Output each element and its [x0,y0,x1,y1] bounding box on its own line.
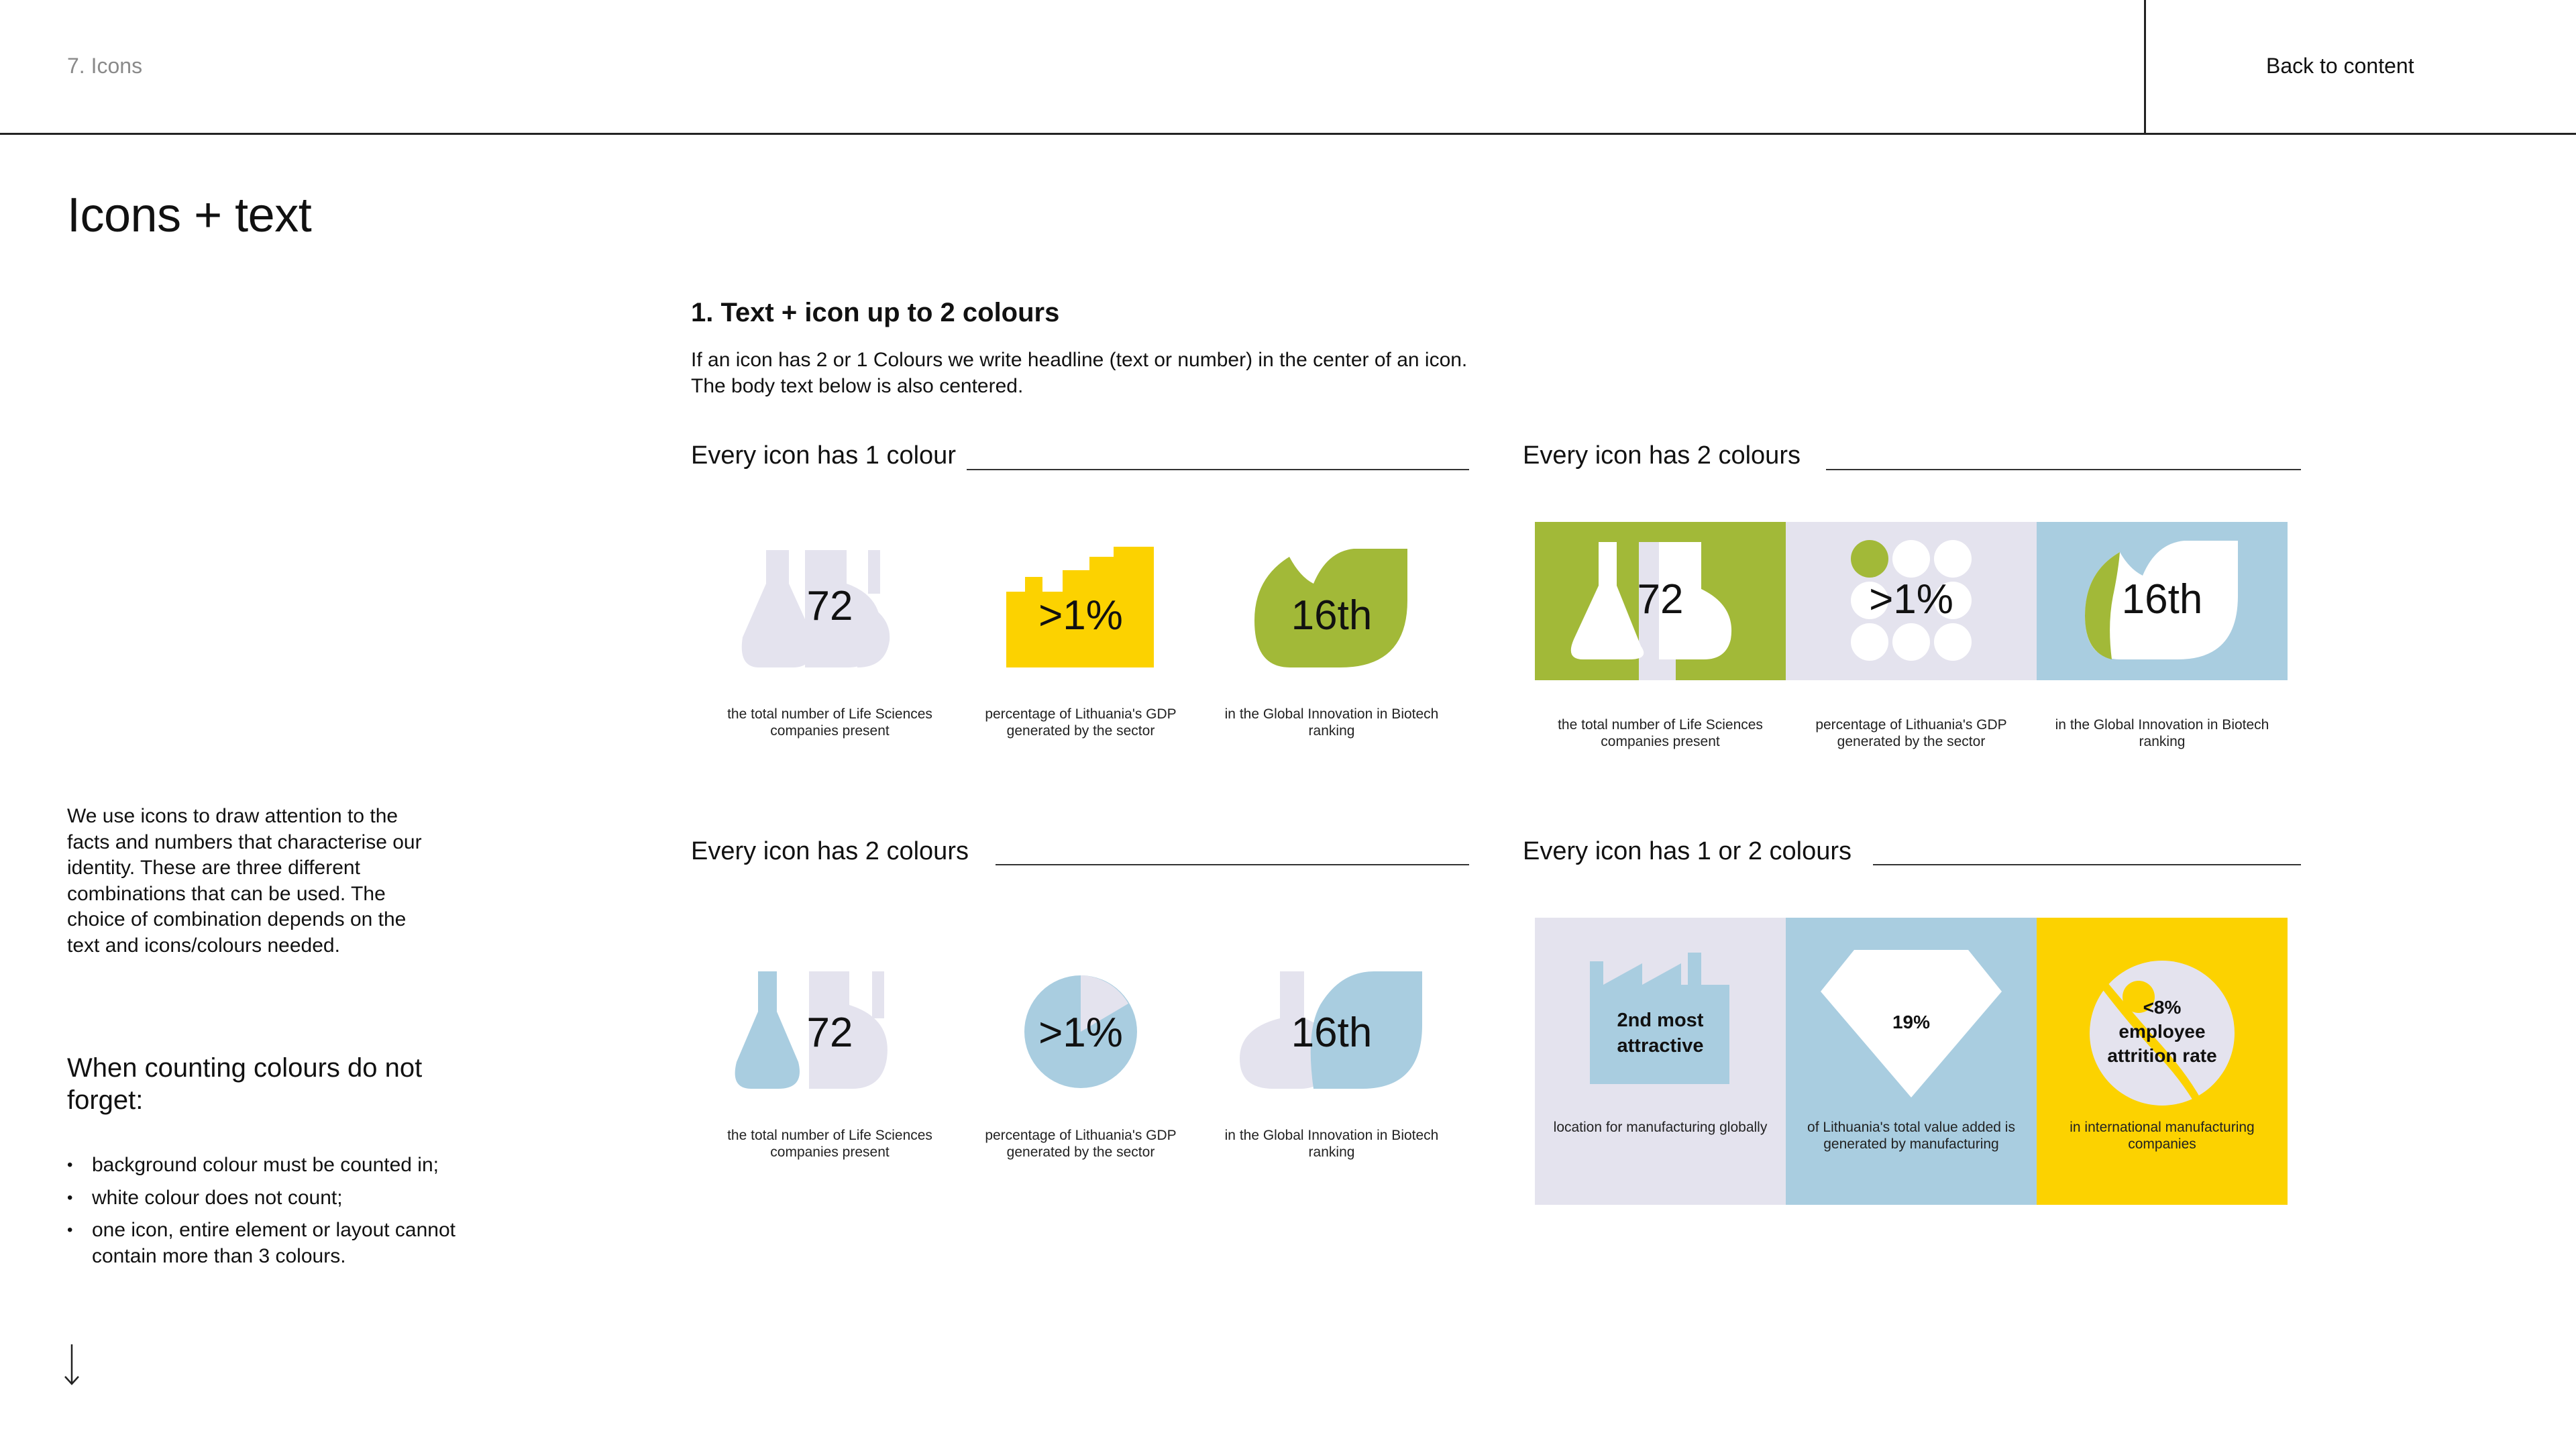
rule-item: • one icon, entire element or layout cannot contain more than 3 colours. [67,1218,483,1269]
header-divider [2144,0,2146,133]
icon-caption: in the Global Innovation in Biotech ranking [2055,717,2269,749]
icon-headline: 72 [806,583,853,629]
group-divider [1873,864,2301,865]
icon-headline: 16th [1291,592,1373,639]
icon-caption: in international manufacturing companies [2070,1120,2255,1152]
icon-caption: the total number of Life Sciences companies present [727,706,932,739]
icon-caption: of Lithuania's total value added is generated by manufacturing [1807,1120,2015,1152]
group-divider [996,864,1469,865]
icon-card [1206,537,1457,832]
icon-headline: >1% [1038,592,1123,639]
icon-card [1206,951,1457,1246]
top-bar [0,0,2576,135]
group-divider [1826,469,2301,470]
icon-caption: percentage of Lithuania's GDP generated by the sector [985,706,1177,739]
factory-icon [1535,918,1786,1205]
breadcrumb: 7. Icons [67,54,143,78]
icon-caption: percentage of Lithuania's GDP generated by the sector [1815,717,2007,749]
icon-tile [1786,522,2037,770]
counting-rules-list [67,1152,483,1276]
icon-card [704,537,955,832]
icon-headline: 19% [1892,1012,1931,1032]
icon-headline: >1% [1038,1010,1123,1056]
icon-card [955,951,1206,1246]
icon-headline: 2nd most attractive [1617,1010,1704,1057]
rule-item: • background colour must be counted in; [67,1152,483,1179]
icon-caption: location for manufacturing globally [1553,1120,1768,1135]
diamond-icon [1786,918,2037,1205]
counting-title: When counting colours do not forget: [67,1053,423,1115]
arrow-down-icon[interactable] [62,1343,82,1386]
section-title: 1. Text + icon up to 2 colours [691,298,1060,327]
rule-item: • white colour does not count; [67,1185,483,1212]
icon-tile [2037,918,2288,1205]
icon-caption: the total number of Life Sciences companies present [727,1128,932,1160]
icon-caption: percentage of Lithuania's GDP generated by the sector [985,1128,1177,1160]
icon-tile [1786,918,2037,1205]
icon-card [704,951,955,1246]
back-to-content-link[interactable]: Back to content [2266,54,2414,78]
group-heading: Every icon has 2 colours [1523,441,1811,470]
icon-headline: 16th [1291,1010,1373,1056]
icon-headline: 16th [2121,576,2203,623]
group-divider [966,469,1469,470]
icon-headline: >1% [1869,576,1953,623]
icon-headline: 72 [806,1010,853,1056]
icon-caption: in the Global Innovation in Biotech ranking [1224,706,1439,739]
icon-tile [2037,522,2288,770]
icon-headline: <8% employee attrition rate [2107,997,2217,1066]
icon-headline: 72 [1637,576,1684,623]
section-description: If an icon has 2 or 1 Colours we write headline (text or number) in the center of an icon. The body text below is also centered. [691,349,1468,397]
page-title: Icons + text [67,189,312,242]
icon-tile [1535,918,1786,1205]
intro-text: We use icons to draw attention to the facts and numbers that characterise our identity. These are three different combinations that can be used. The choice of combination depends on the text and icons/colours needed. [67,805,422,957]
icon-caption: the total number of Life Sciences companies present [1558,717,1763,749]
icon-card [955,537,1206,832]
group-heading: Every icon has 2 colours [691,837,979,866]
icon-tile [1535,522,1786,770]
icon-caption: in the Global Innovation in Biotech ranking [1224,1128,1439,1160]
group-heading: Every icon has 1 colour [691,441,967,470]
group-heading: Every icon has 1 or 2 colours [1523,837,1862,866]
